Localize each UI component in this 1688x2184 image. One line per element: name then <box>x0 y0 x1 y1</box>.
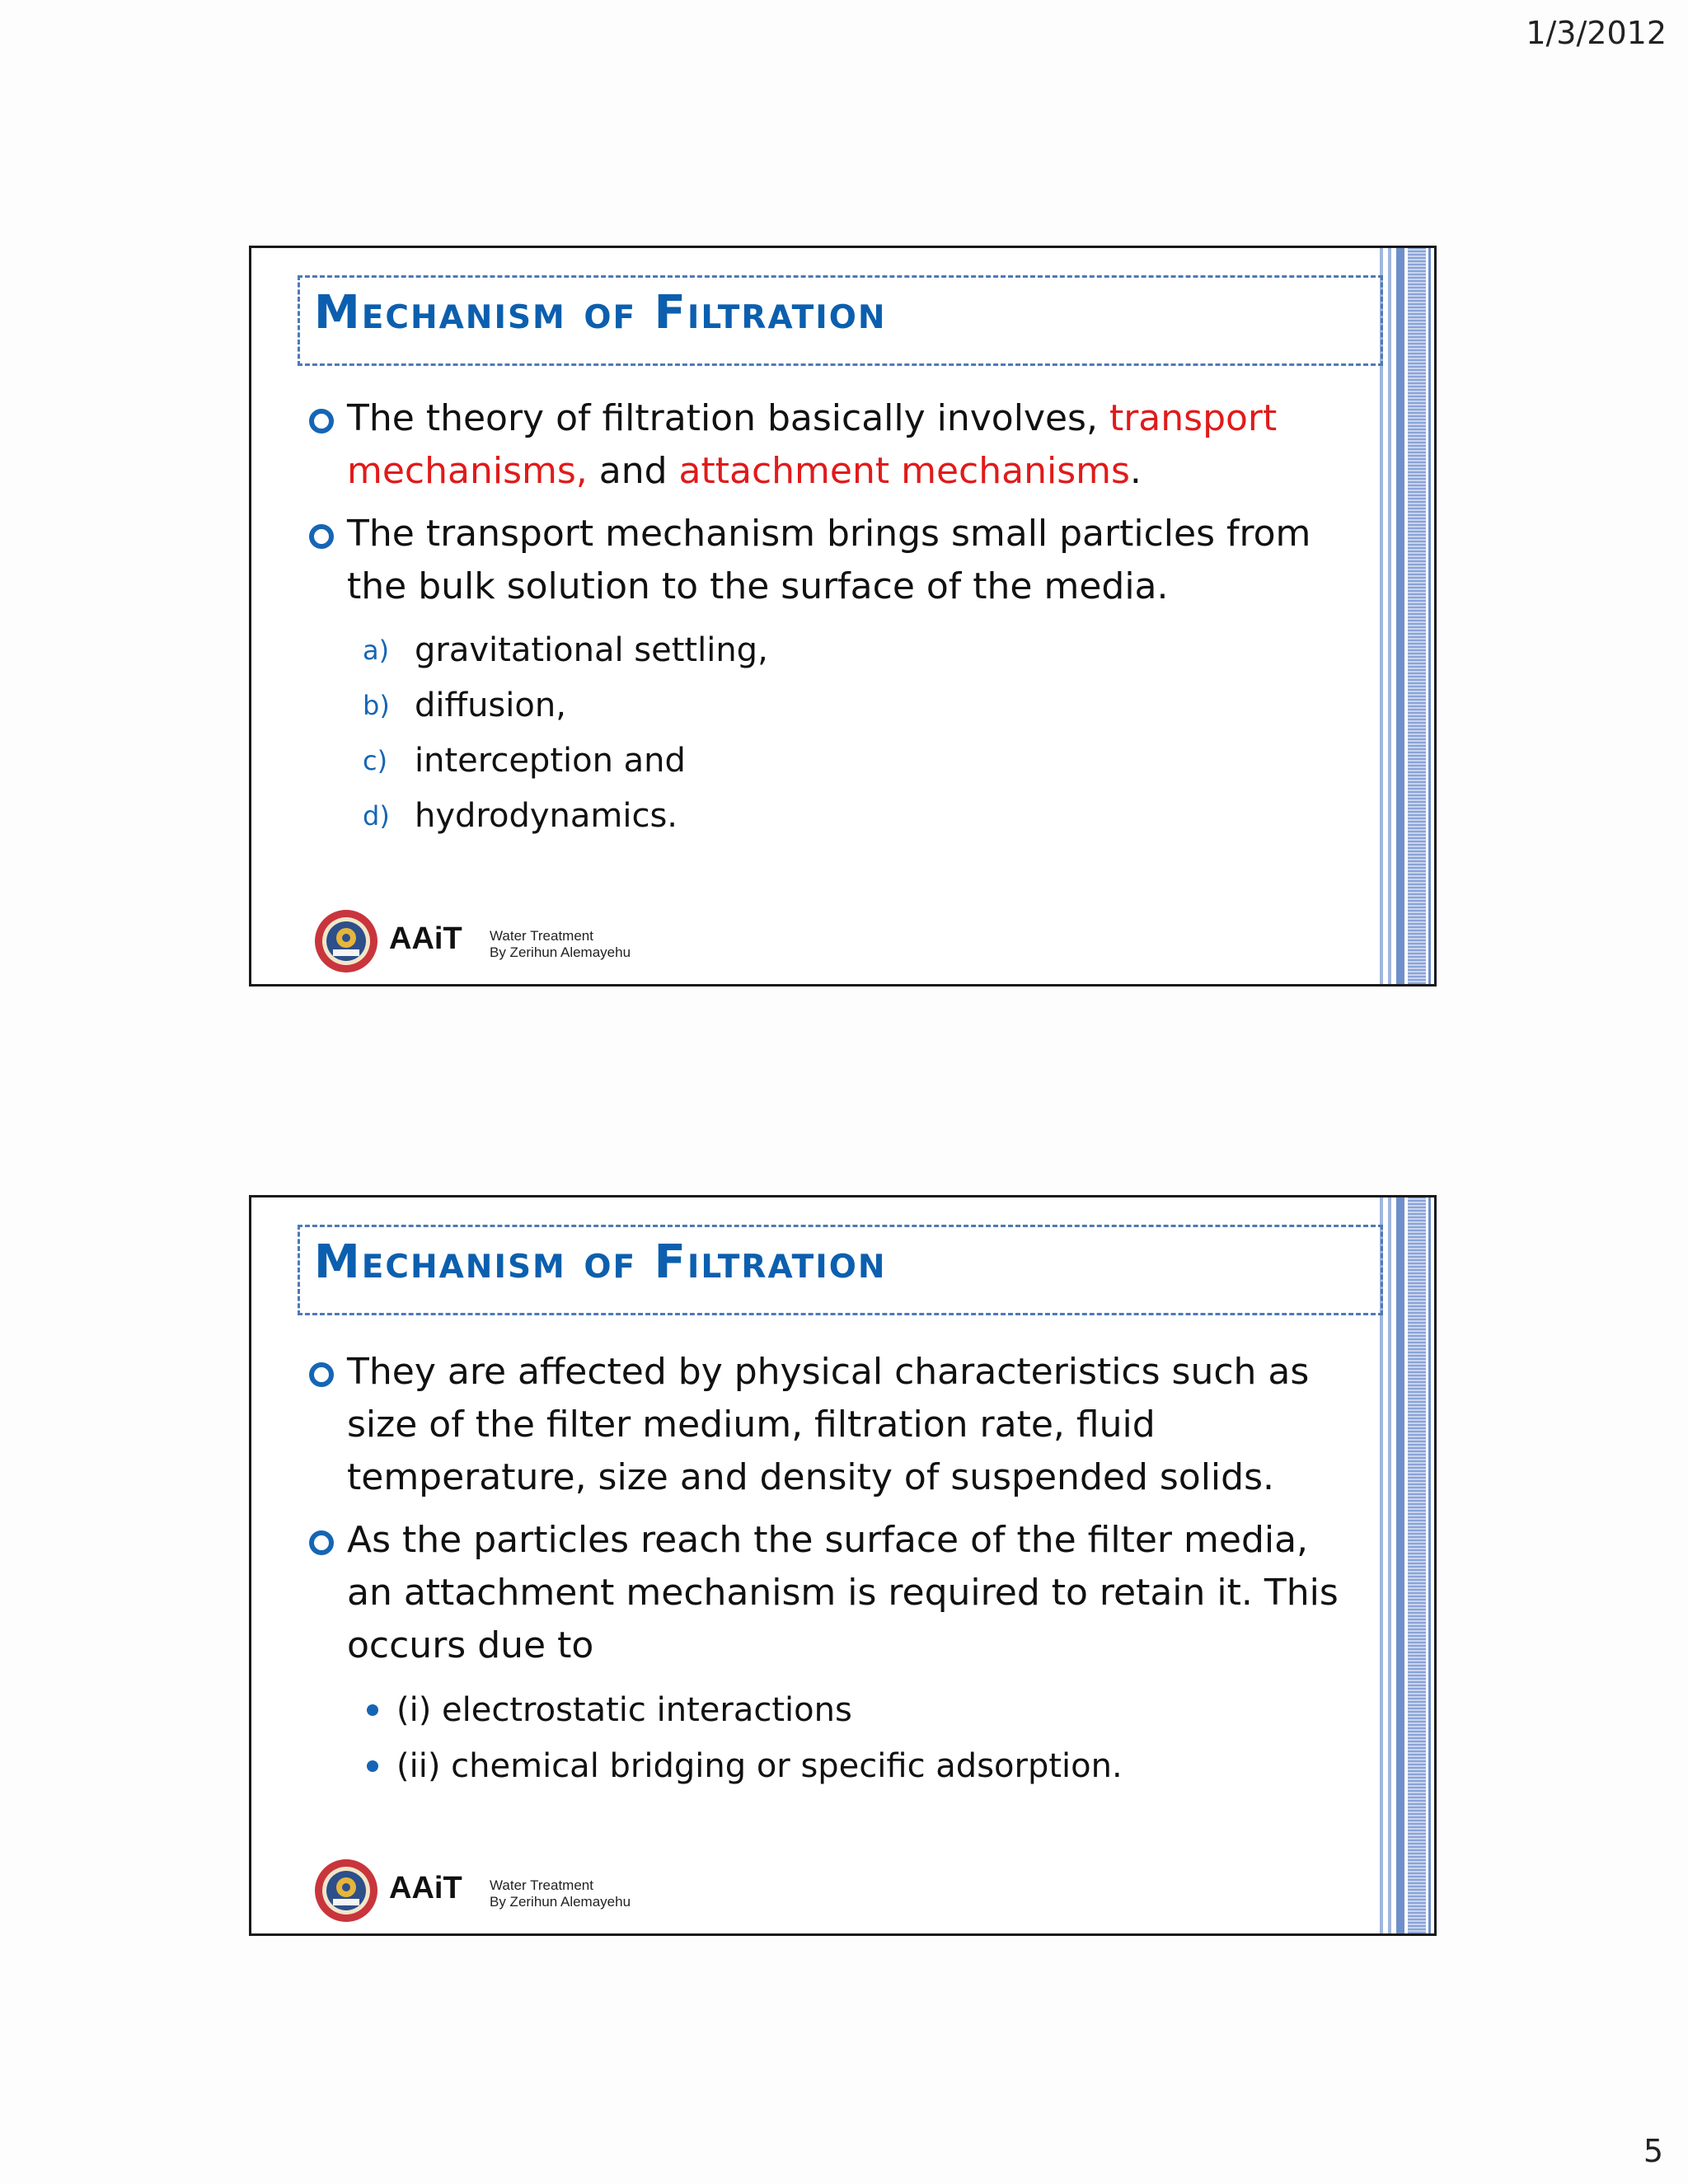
bullet-text: They are affected by physical characteristics such as size of the filter medium, filtration rate, fluid temperature, size and density of suspended solids. <box>347 1351 1310 1498</box>
bullet-text-segment: and <box>587 450 679 492</box>
ring-bullet-icon <box>309 1362 334 1387</box>
slide-body <box>309 1346 1360 1794</box>
bullet-text: As the particles reach the surface of the filter media, an attachment mechanism is required to retain it. This occurs due to <box>347 1519 1339 1666</box>
footer-credit <box>490 1877 631 1910</box>
list-item <box>309 733 1360 789</box>
slide-body <box>309 392 1360 844</box>
dot-bullet-icon <box>367 1704 378 1716</box>
list-item-text: (i) electrostatic interactions <box>396 1691 852 1729</box>
list-item <box>309 1738 1360 1794</box>
page-date: 1/3/2012 <box>1526 15 1667 51</box>
list-marker: a) <box>363 635 390 666</box>
slide-1 <box>249 246 1437 987</box>
bullet-text-segment: The theory of filtration basically involves, <box>347 397 1109 439</box>
brand-name: AAiT <box>389 1871 462 1905</box>
list-item-text: hydrodynamics. <box>415 797 678 835</box>
slide-title: Mechanism of Filtration <box>314 1235 887 1289</box>
bullet-item <box>309 392 1360 498</box>
footer-author: By Zerihun Alemayehu <box>490 1894 631 1910</box>
list-item-text: gravitational settling, <box>415 631 768 669</box>
list-marker: b) <box>363 690 390 721</box>
slide-title: Mechanism of Filtration <box>314 286 887 340</box>
page-number: 5 <box>1643 2133 1663 2169</box>
highlight-text: attachment mechanisms <box>678 450 1130 492</box>
slide-border-decoration <box>1376 1197 1434 1933</box>
bullet-item <box>309 1346 1360 1504</box>
list-item-text: (ii) chemical bridging or specific adsorption. <box>396 1747 1123 1785</box>
slide-footer <box>313 1858 725 1928</box>
footer-course: Water Treatment <box>490 928 593 944</box>
footer-course: Water Treatment <box>490 1877 593 1893</box>
slide-2 <box>249 1195 1437 1936</box>
list-item-text: interception and <box>415 742 686 780</box>
list-item <box>309 678 1360 733</box>
university-seal-icon <box>313 908 379 974</box>
list-item <box>309 1682 1360 1738</box>
highlight-text: transport mechanisms, <box>347 397 1278 492</box>
slide-title-box <box>298 275 1383 366</box>
footer-author: By Zerihun Alemayehu <box>490 944 631 960</box>
bullet-item <box>309 1514 1360 1672</box>
bullet-text: The transport mechanism brings small particles from the bulk solution to the surface of the media. <box>347 513 1311 607</box>
brand-name: AAiT <box>389 921 462 956</box>
slide-border-decoration <box>1376 248 1434 984</box>
dot-bullet-icon <box>367 1760 378 1772</box>
slide-title-box <box>298 1225 1383 1315</box>
list-item-text: diffusion, <box>415 687 566 724</box>
university-seal-icon <box>313 1858 379 1924</box>
bullet-text-segment: . <box>1129 450 1142 492</box>
slide-footer <box>313 908 725 978</box>
ring-bullet-icon <box>309 524 334 549</box>
footer-credit <box>490 928 631 961</box>
list-item <box>309 789 1360 844</box>
list-item <box>309 623 1360 678</box>
ring-bullet-icon <box>309 1530 334 1555</box>
ring-bullet-icon <box>309 409 334 434</box>
list-marker: c) <box>363 745 388 776</box>
bullet-item <box>309 508 1360 613</box>
list-marker: d) <box>363 800 390 832</box>
